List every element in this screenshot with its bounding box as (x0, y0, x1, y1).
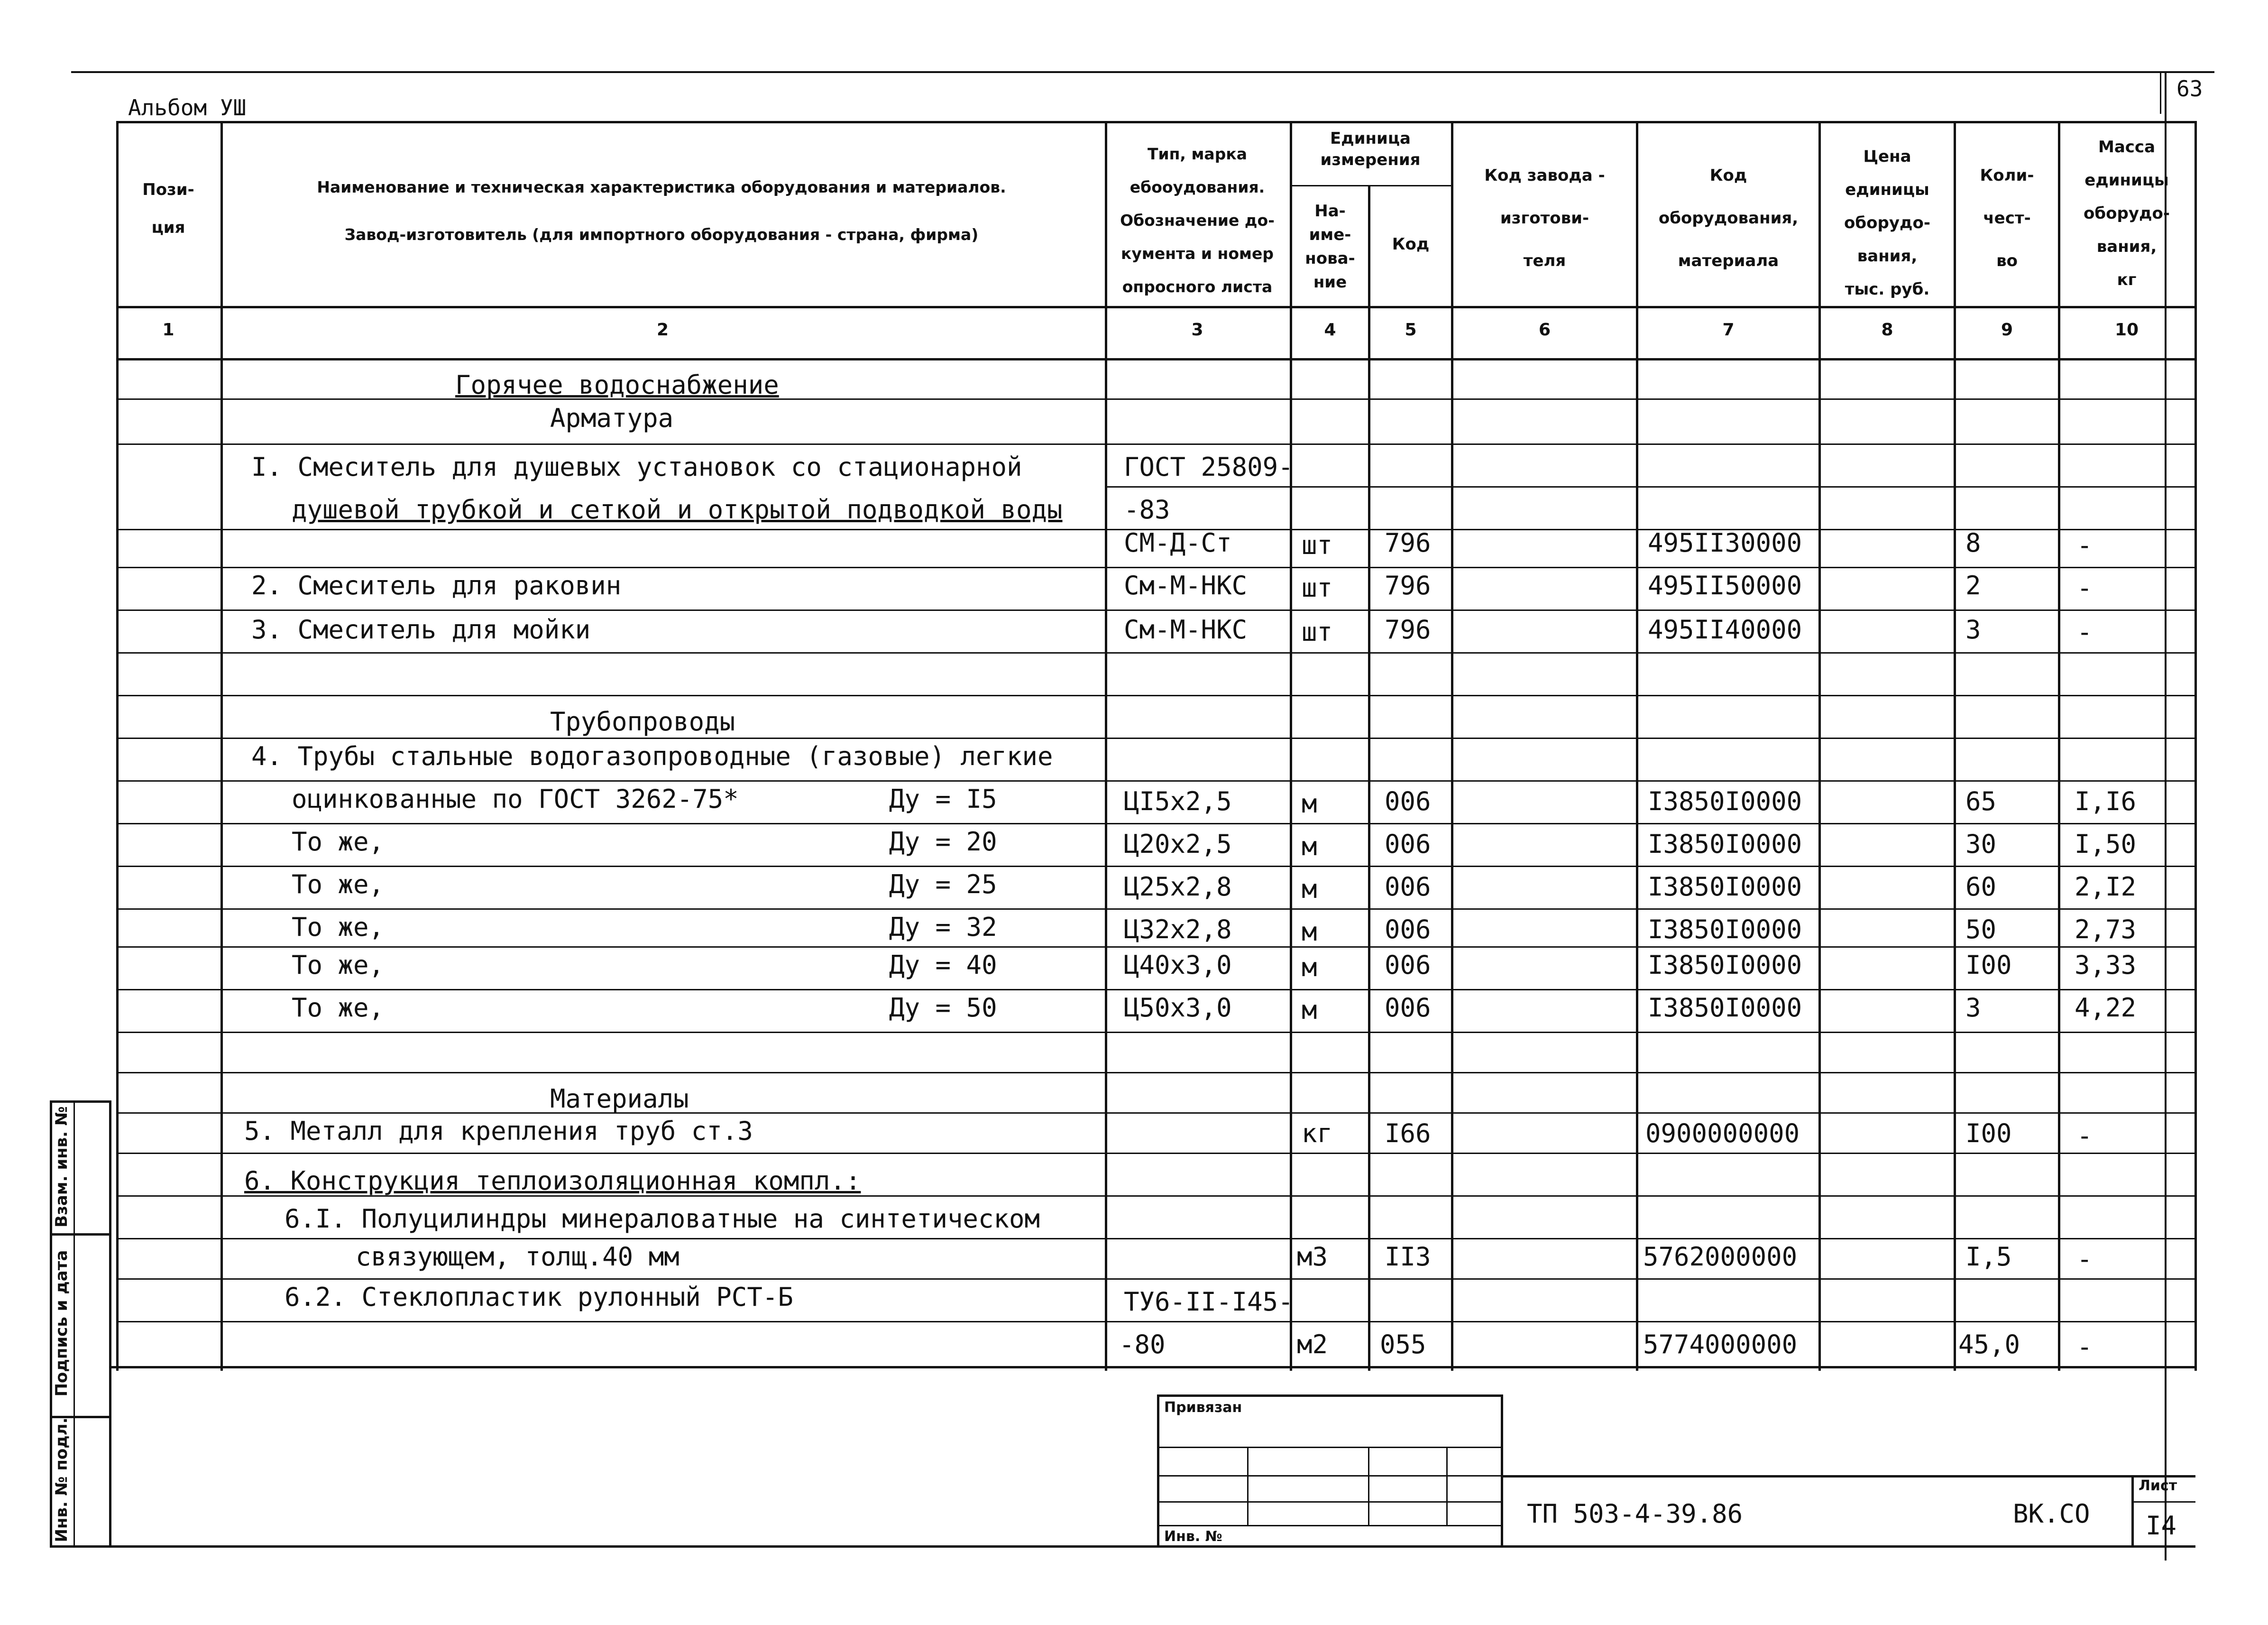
row-3-unit-code: 796 (1385, 615, 1431, 645)
section-materials: Материалы (550, 1084, 689, 1114)
row-2-code: 495II50000 (1648, 571, 1802, 600)
row-4c-unit: м (1302, 874, 1317, 904)
stamp-inv-no: Инв. № (1164, 1528, 1222, 1545)
row-6-1b-code: 5762000000 (1643, 1242, 1798, 1272)
row-4b-unit: м (1302, 831, 1317, 861)
row-1c-unit-code: 796 (1385, 528, 1431, 558)
row-1c-mass: - (2077, 530, 2093, 560)
row-4c-qty: 60 (1965, 872, 1997, 902)
album-title: Альбом УШ (128, 95, 247, 120)
row-1c-code: 495II30000 (1648, 528, 1802, 558)
row-4c-code: I3850I0000 (1648, 872, 1802, 902)
row-4e-unit: м (1302, 952, 1317, 982)
colno-5: 5 (1405, 320, 1417, 340)
header-equipment-code: Код оборудования, материала (1658, 166, 1799, 270)
stamp-mark: ВК.СО (2013, 1499, 2090, 1529)
row-2-qty: 2 (1965, 571, 1981, 600)
colno-1: 1 (162, 320, 174, 340)
section-fittings: Арматура (550, 403, 674, 433)
row-5-qty: I00 (1965, 1118, 2012, 1148)
side-stamp-inv-podl: Инв. № подл. (52, 1417, 71, 1542)
header-type: Тип, марка ебооудования. Обозначение до- кумента и номер опросного листа (1120, 145, 1275, 296)
row-1c-type: СМ-Д-Ст (1124, 528, 1232, 558)
page-number-divider (2160, 71, 2161, 114)
row-4a-code: I3850I0000 (1648, 786, 1802, 816)
row-4a-du: Ду = I5 (889, 784, 997, 814)
row-6-name: 6. Конструкция теплоизоляционная компл.: (244, 1166, 861, 1196)
section-hot-water: Горячее водоснабжение (455, 370, 779, 400)
row-6-2-name: 6.2. Стеклопластик рулонный РСТ-Б (285, 1282, 793, 1312)
row-4c-du: Ду = 25 (889, 869, 997, 899)
row-5-mass: - (2077, 1121, 2093, 1151)
row-1b-type: -83 (1124, 495, 1170, 525)
header-plant-code: Код завода - изготови- теля (1484, 166, 1605, 270)
row-4e-type: Ц40х3,0 (1124, 950, 1232, 980)
row-4e-code: I3850I0000 (1648, 950, 1802, 980)
colno-4: 4 (1324, 320, 1336, 340)
colno-7: 7 (1722, 320, 1735, 340)
stamp-doc-code: ТП 503-4-39.86 (1527, 1499, 1743, 1529)
header-price: Цена единицы оборудо- вания, тыс. руб. (1844, 147, 1930, 299)
row-6-2b-code: 5774000000 (1643, 1330, 1798, 1359)
row-4b-code: I3850I0000 (1648, 829, 1802, 859)
row-1b-name: душевой трубкой и сеткой и открытой подводкой воды (292, 495, 1063, 525)
row-4f-du: Ду = 50 (889, 993, 997, 1023)
row-3-mass: - (2077, 617, 2093, 647)
row-2-unit: шт (1302, 573, 1333, 603)
row-6-2b-unit: м2 (1297, 1330, 1328, 1359)
row-6-2b-qty: 45,0 (1958, 1330, 2020, 1359)
row-2-unit-code: 796 (1385, 571, 1431, 600)
row-6-1-name: 6.I. Полуцилиндры минераловатные на синтетическом (285, 1204, 1040, 1234)
row-4-name: 4. Трубы стальные водогазопроводные (газовые) легкие (251, 741, 1053, 771)
row-4f-qty: 3 (1965, 993, 1981, 1023)
row-4a-unit-code: 006 (1385, 786, 1431, 816)
row-4e-name: То же, (292, 950, 385, 980)
colno-9: 9 (2001, 320, 2013, 340)
row-4c-type: Ц25х2,8 (1124, 872, 1232, 902)
colno-6: 6 (1538, 320, 1551, 340)
row-4a-name: оцинкованные по ГОСТ 3262-75* (292, 784, 739, 814)
stamp-sheet-no: I4 (2146, 1511, 2177, 1541)
stamp-privyazan: Привязан (1164, 1399, 1242, 1416)
row-2-mass: - (2077, 573, 2093, 603)
row-6-1b-name: связующем, толщ.40 мм (356, 1242, 679, 1272)
row-2-name: 2. Смеситель для раковин (251, 571, 622, 600)
row-4b-name: То же, (292, 827, 385, 857)
row-4d-code: I3850I0000 (1648, 914, 1802, 944)
row-4c-name: То же, (292, 869, 385, 899)
row-5-name: 5. Металл для крепления труб ст.3 (244, 1116, 753, 1146)
row-4d-unit: м (1302, 917, 1317, 947)
row-4b-unit-code: 006 (1385, 829, 1431, 859)
row-4c-unit-code: 006 (1385, 872, 1431, 902)
header-unit: Единица измерения (1320, 129, 1421, 169)
row-2-type: См-М-НКС (1124, 571, 1248, 600)
colno-10: 10 (2114, 320, 2139, 340)
row-3-qty: 3 (1965, 615, 1981, 645)
row-6-1b-unit-code: II3 (1385, 1242, 1431, 1272)
row-5-code: 0900000000 (1645, 1118, 1800, 1148)
row-4d-qty: 50 (1965, 914, 1997, 944)
row-6-1b-unit: м3 (1297, 1242, 1328, 1272)
row-4d-mass: 2,73 (2075, 914, 2137, 944)
colno-3: 3 (1191, 320, 1203, 340)
row-5-unit-code: I66 (1385, 1118, 1431, 1148)
top-rule (71, 71, 2214, 73)
row-4b-du: Ду = 20 (889, 827, 997, 857)
row-6-2-type: ТУ6-II-I45- (1124, 1287, 1294, 1317)
row-3-type: См-М-НКС (1124, 615, 1248, 645)
row-6-1b-qty: I,5 (1965, 1242, 2012, 1272)
row-1-type: ГОСТ 25809- (1124, 452, 1294, 482)
row-1c-unit: шт (1302, 530, 1333, 560)
header-mass: Масса единицы оборудо- вания, кг (2084, 138, 2170, 289)
colno-2: 2 (656, 320, 669, 340)
row-4e-unit-code: 006 (1385, 950, 1431, 980)
bottom-frame-line (109, 1545, 2195, 1548)
row-4a-mass: I,I6 (2075, 786, 2137, 816)
row-4a-type: ЦI5х2,5 (1124, 786, 1232, 816)
header-quantity: Коли- чест- во (1980, 166, 2034, 270)
side-stamp-vzam: Взам. инв. № (52, 1106, 71, 1228)
side-stamp-podpis: Подпись и дата (52, 1250, 71, 1397)
row-4f-mass: 4,22 (2075, 993, 2137, 1023)
row-4e-mass: 3,33 (2075, 950, 2137, 980)
row-3-code: 495II40000 (1648, 615, 1802, 645)
row-4b-mass: I,50 (2075, 829, 2137, 859)
row-4d-unit-code: 006 (1385, 914, 1431, 944)
row-4e-du: Ду = 40 (889, 950, 997, 980)
row-4f-unit-code: 006 (1385, 993, 1431, 1023)
header-position: Пози- ция (142, 180, 194, 237)
row-4a-unit: м (1302, 789, 1317, 819)
header-unit-name: На- име- нова- ние (1305, 202, 1355, 292)
row-3-unit: шт (1302, 617, 1333, 647)
row-5-unit: кг (1302, 1118, 1333, 1148)
row-1-name: I. Смеситель для душевых установок со стационарной (251, 452, 1022, 482)
row-4b-type: Ц20х2,5 (1124, 829, 1232, 859)
row-6-2b-mass: - (2077, 1332, 2093, 1362)
header-name: Наименование и техническая характеристика оборудования и материалов. Завод-изготовитель (для импортного оборудования - страна, фирма) (317, 178, 1006, 244)
header-unit-code: Код (1392, 235, 1430, 254)
row-4f-code: I3850I0000 (1648, 993, 1802, 1023)
row-4f-type: Ц50х3,0 (1124, 993, 1232, 1023)
row-4a-qty: 65 (1965, 786, 1997, 816)
row-4c-mass: 2,I2 (2075, 872, 2137, 902)
row-4f-name: То же, (292, 993, 385, 1023)
page-number: 63 (2176, 76, 2203, 102)
colno-8: 8 (1881, 320, 1893, 340)
row-3-name: 3. Смеситель для мойки (251, 615, 591, 645)
row-4d-type: Ц32х2,8 (1124, 914, 1232, 944)
row-4d-du: Ду = 32 (889, 912, 997, 942)
row-6-2b-type: -80 (1119, 1330, 1166, 1359)
row-1c-qty: 8 (1965, 528, 1981, 558)
stamp-sheet-label: Лист (2139, 1477, 2177, 1494)
row-4e-qty: I00 (1965, 950, 2012, 980)
row-6-2b-unit-code: 055 (1380, 1330, 1426, 1359)
row-4f-unit: м (1302, 995, 1317, 1025)
row-4d-name: То же, (292, 912, 385, 942)
row-4b-qty: 30 (1965, 829, 1997, 859)
section-pipelines: Трубопроводы (550, 707, 735, 737)
row-6-1b-mass: - (2077, 1244, 2093, 1274)
